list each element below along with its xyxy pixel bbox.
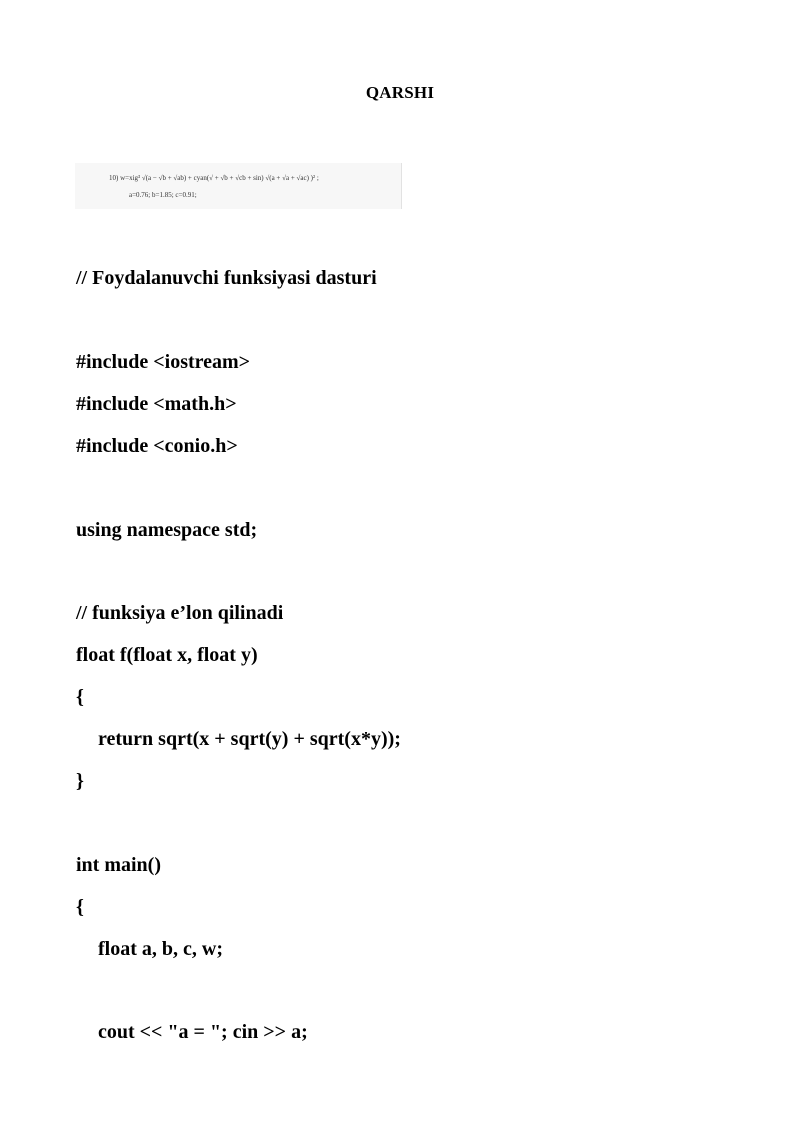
open-brace: { (76, 686, 84, 708)
using-namespace: using namespace std; (76, 519, 258, 541)
return-statement: return sqrt(x + sqrt(y) + sqrt(x*y)); (98, 728, 401, 750)
formula-image (75, 163, 402, 209)
formula-values: a=0.76; b=1.85; c=0.91; (129, 191, 197, 199)
variable-declaration: float a, b, c, w; (98, 938, 223, 960)
formula-expression: 10) w=xig³ √(a − √b + √ab) + cyan(√ + √b + √cb + sin) √(a + √a + √ac) )² ; (109, 174, 319, 182)
comment-declare: // funksiya e’lon qilinadi (76, 602, 284, 624)
comment-program: // Foydalanuvchi funksiyasi dasturi (76, 267, 377, 289)
include-conio: #include <conio.h> (76, 435, 238, 457)
include-iostream: #include <iostream> (76, 351, 251, 373)
close-brace: } (76, 770, 84, 792)
main-signature: int main() (76, 854, 161, 876)
function-signature: float f(float x, float y) (76, 644, 258, 666)
cout-statement: cout << "a = "; cin >> a; (98, 1021, 308, 1043)
open-brace: { (76, 896, 84, 918)
include-math: #include <math.h> (76, 393, 237, 415)
page-title: QARSHI (365, 83, 435, 102)
